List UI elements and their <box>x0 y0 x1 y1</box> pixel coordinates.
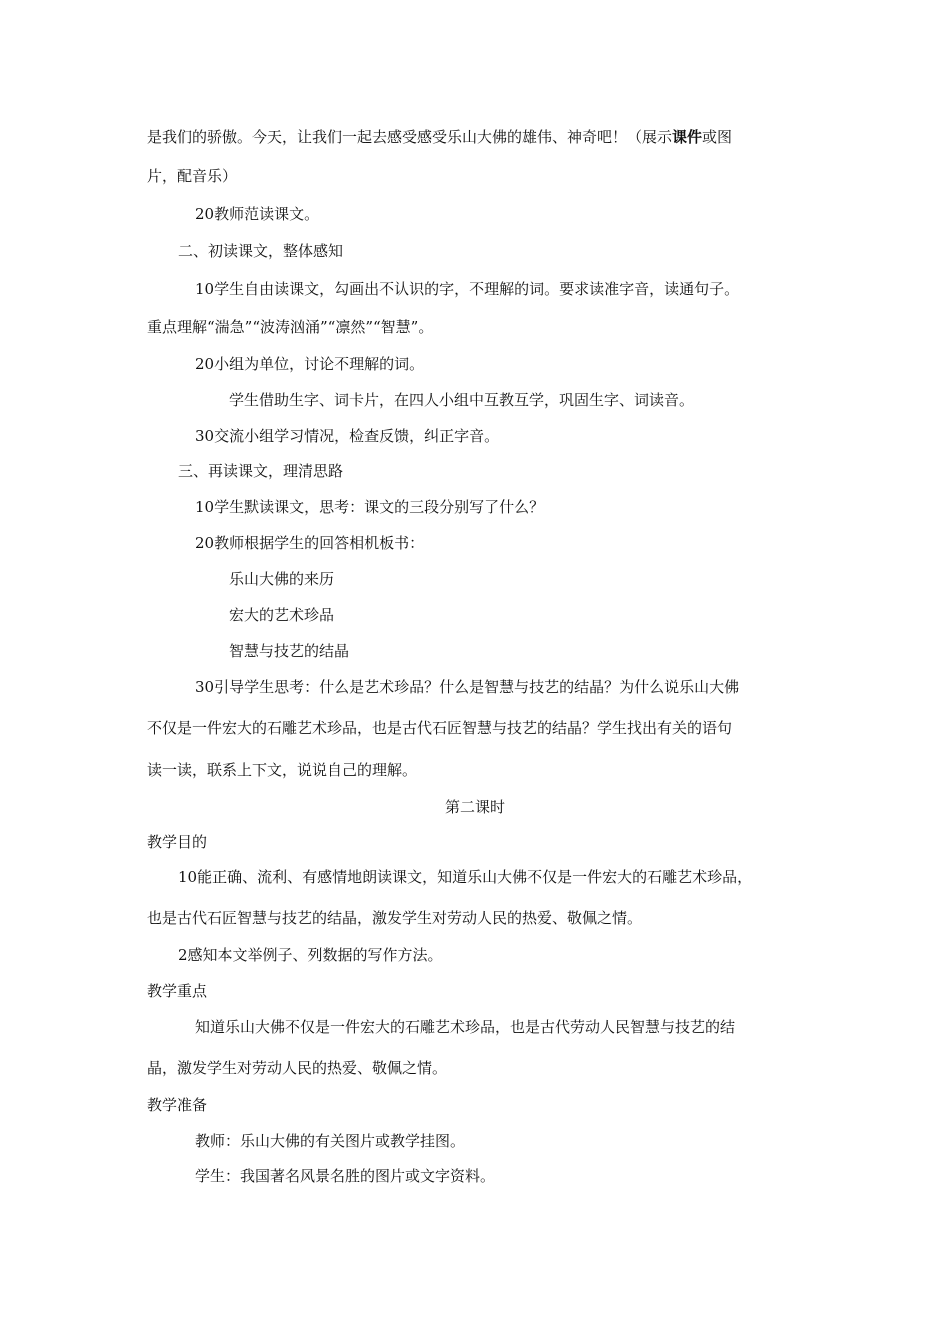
goal2: 2感知本文举例子、列数据的写作方法。 <box>178 946 443 964</box>
goals-heading: 教学目的 <box>147 833 208 851</box>
goal1-line2: 也是古代石匠智慧与技艺的结晶，激发学生对劳动人民的热爱、敬佩之情。 <box>147 909 643 927</box>
intro-text-a: 是我们的骄傲。今天，让我们一起去感受感受乐山大佛的雄伟、神奇吧！（展示 <box>147 128 673 146</box>
focus-heading: 教学重点 <box>147 982 208 1000</box>
lesson-two-title: 第二课时 <box>444 798 505 816</box>
intro-text-bold: 课件 <box>672 128 703 146</box>
focus-line1: 知道乐山大佛不仅是一件宏大的石雕艺术珍品，也是古代劳动人民智慧与技艺的结 <box>195 1018 736 1036</box>
s3-item1: 10学生默读课文，思考：课文的三段分别写了什么？ <box>195 498 545 516</box>
board-item-2: 宏大的艺术珍品 <box>229 606 335 624</box>
s2-item3: 30交流小组学习情况，检查反馈，纠正字音。 <box>195 427 500 445</box>
intro-text-b: 或图 <box>702 128 733 146</box>
s3-item2: 20教师根据学生的回答相机板书： <box>195 534 425 552</box>
s2-item1-line2: 重点理解“湍急”“波涛汹涌”“凛然”“智慧”。 <box>147 318 434 336</box>
step-teacher-read: 20教师范读课文。 <box>195 205 320 223</box>
s2-item2: 20小组为单位，讨论不理解的词。 <box>195 355 425 373</box>
board-item-1: 乐山大佛的来历 <box>229 570 335 588</box>
focus-line2: 晶，激发学生对劳动人民的热爱、敬佩之情。 <box>147 1059 448 1077</box>
board-item-3: 智慧与技艺的结晶 <box>229 642 350 660</box>
s3-item3-line1: 30引导学生思考：什么是艺术珍品？什么是智慧与技艺的结晶？为什么说乐山大佛 <box>195 678 740 696</box>
s2-item2-sub: 学生借助生字、词卡片，在四人小组中互教互学，巩固生字、词读音。 <box>229 391 695 409</box>
prep-teacher: 教师：乐山大佛的有关图片或教学挂图。 <box>195 1132 466 1150</box>
prep-heading: 教学准备 <box>147 1096 208 1114</box>
s2-item1-line1: 10学生自由读课文，勾画出不认识的字，不理解的词。要求读准字音，读通句子。 <box>195 280 740 298</box>
goal1-line1: 10能正确、流利、有感情地朗读课文，知道乐山大佛不仅是一件宏大的石雕艺术珍品， <box>178 868 753 886</box>
section-three-title: 三、再读课文，理清思路 <box>178 462 344 480</box>
prep-student: 学生：我国著名风景名胜的图片或文字资料。 <box>195 1167 496 1185</box>
intro-line-2: 片，配音乐） <box>147 167 238 185</box>
section-two-title: 二、初读课文，整体感知 <box>178 242 344 260</box>
s3-item3-line2: 不仅是一件宏大的石雕艺术珍品，也是古代石匠智慧与技艺的结晶？学生找出有关的语句 <box>147 719 733 737</box>
intro-line-1 <box>147 127 732 147</box>
s3-item3-line3: 读一读，联系上下文，说说自己的理解。 <box>147 761 418 779</box>
